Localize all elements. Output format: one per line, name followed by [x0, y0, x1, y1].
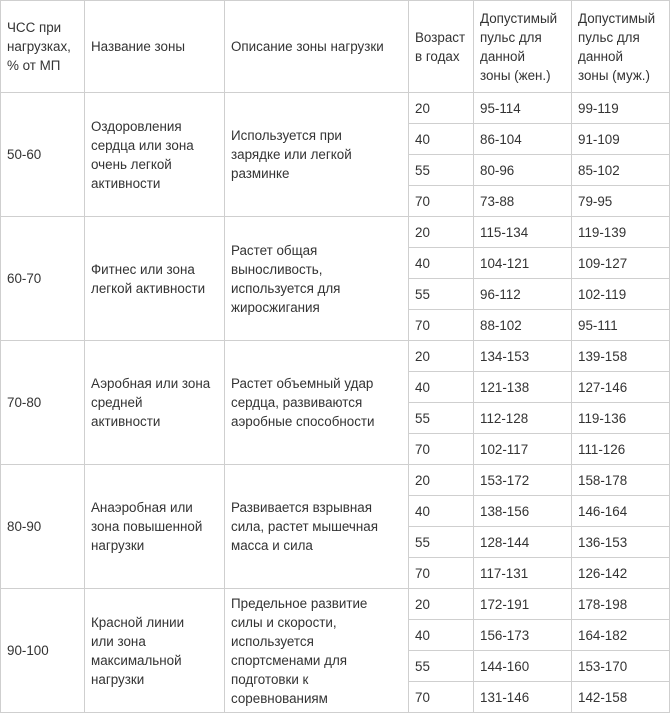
zone-range-cell: 90-100: [1, 589, 85, 713]
zone-range-cell: 80-90: [1, 465, 85, 589]
header-zone-description: Описание зоны нагрузки: [225, 1, 409, 93]
pulse-female-cell: 73-88: [474, 186, 572, 217]
table-row: [1, 93, 670, 124]
zone-range-cell: 70-80: [1, 341, 85, 465]
pulse-female-cell: 112-128: [474, 403, 572, 434]
pulse-female-cell: 144-160: [474, 651, 572, 682]
pulse-female-cell: 117-131: [474, 558, 572, 589]
pulse-female-cell: 88-102: [474, 310, 572, 341]
pulse-female-cell: 138-156: [474, 496, 572, 527]
pulse-male-cell: 136-153: [572, 527, 670, 558]
pulse-female-cell: 121-138: [474, 372, 572, 403]
pulse-male-cell: 79-95: [572, 186, 670, 217]
age-cell: 55: [409, 527, 474, 558]
age-cell: 70: [409, 682, 474, 713]
zone-name-cell: Оздоровления сердца или зона очень легкой активности: [85, 93, 225, 217]
zone-name-cell: Фитнес или зона легкой активности: [85, 217, 225, 341]
pulse-male-cell: 158-178: [572, 465, 670, 496]
pulse-female-cell: 115-134: [474, 217, 572, 248]
pulse-male-cell: 178-198: [572, 589, 670, 620]
pulse-male-cell: 142-158: [572, 682, 670, 713]
pulse-female-cell: 80-96: [474, 155, 572, 186]
pulse-female-cell: 102-117: [474, 434, 572, 465]
age-cell: 70: [409, 310, 474, 341]
table-row: [1, 589, 670, 620]
pulse-male-cell: 102-119: [572, 279, 670, 310]
pulse-male-cell: 119-136: [572, 403, 670, 434]
pulse-male-cell: 119-139: [572, 217, 670, 248]
zone-range-cell: 60-70: [1, 217, 85, 341]
table-body: [1, 93, 670, 713]
pulse-female-cell: 95-114: [474, 93, 572, 124]
age-cell: 70: [409, 558, 474, 589]
age-cell: 55: [409, 155, 474, 186]
pulse-male-cell: 99-119: [572, 93, 670, 124]
header-pulse-male: Допустимый пульс для данной зоны (муж.): [572, 1, 670, 93]
age-cell: 40: [409, 248, 474, 279]
pulse-female-cell: 134-153: [474, 341, 572, 372]
header-pulse-female: Допустимый пульс для данной зоны (жен.): [474, 1, 572, 93]
table-row: [1, 341, 670, 372]
zone-name-cell: Аэробная или зона средней активности: [85, 341, 225, 465]
pulse-male-cell: 95-111: [572, 310, 670, 341]
pulse-female-cell: 172-191: [474, 589, 572, 620]
age-cell: 20: [409, 93, 474, 124]
age-cell: 70: [409, 186, 474, 217]
pulse-female-cell: 86-104: [474, 124, 572, 155]
age-cell: 40: [409, 620, 474, 651]
age-cell: 55: [409, 403, 474, 434]
zone-description-cell: Используется при зарядке или легкой разминке: [225, 93, 409, 217]
zone-description-cell: Предельное развитие силы и скорости, используется спортсменами для подготовки к соревнованиям: [225, 589, 409, 713]
zone-description-cell: Растет общая выносливость, используется для жиросжигания: [225, 217, 409, 341]
pulse-male-cell: 139-158: [572, 341, 670, 372]
pulse-male-cell: 153-170: [572, 651, 670, 682]
age-cell: 40: [409, 372, 474, 403]
zone-name-cell: Красной линии или зона максимальной нагрузки: [85, 589, 225, 713]
zone-range-cell: 50-60: [1, 93, 85, 217]
pulse-male-cell: 85-102: [572, 155, 670, 186]
pulse-male-cell: 109-127: [572, 248, 670, 279]
pulse-male-cell: 146-164: [572, 496, 670, 527]
age-cell: 40: [409, 124, 474, 155]
age-cell: 40: [409, 496, 474, 527]
zone-description-cell: Развивается взрывная сила, растет мышечная масса и сила: [225, 465, 409, 589]
pulse-male-cell: 164-182: [572, 620, 670, 651]
header-zone-name: Название зоны: [85, 1, 225, 93]
zone-name-cell: Анаэробная или зона повышенной нагрузки: [85, 465, 225, 589]
table-row: [1, 217, 670, 248]
age-cell: 55: [409, 651, 474, 682]
age-cell: 55: [409, 279, 474, 310]
pulse-female-cell: 156-173: [474, 620, 572, 651]
header-hr-percent: ЧСС при нагрузках, % от МП: [1, 1, 85, 93]
header-age: Возраст в годах: [409, 1, 474, 93]
age-cell: 20: [409, 341, 474, 372]
pulse-male-cell: 91-109: [572, 124, 670, 155]
pulse-male-cell: 126-142: [572, 558, 670, 589]
pulse-female-cell: 128-144: [474, 527, 572, 558]
age-cell: 20: [409, 589, 474, 620]
pulse-male-cell: 111-126: [572, 434, 670, 465]
pulse-female-cell: 153-172: [474, 465, 572, 496]
pulse-male-cell: 127-146: [572, 372, 670, 403]
pulse-female-cell: 131-146: [474, 682, 572, 713]
age-cell: 20: [409, 217, 474, 248]
pulse-female-cell: 104-121: [474, 248, 572, 279]
zone-description-cell: Растет объемный удар сердца, развиваются аэробные способности: [225, 341, 409, 465]
pulse-female-cell: 96-112: [474, 279, 572, 310]
age-cell: 70: [409, 434, 474, 465]
header-row: [1, 1, 670, 93]
table-row: [1, 465, 670, 496]
table-header: [1, 1, 670, 93]
age-cell: 20: [409, 465, 474, 496]
